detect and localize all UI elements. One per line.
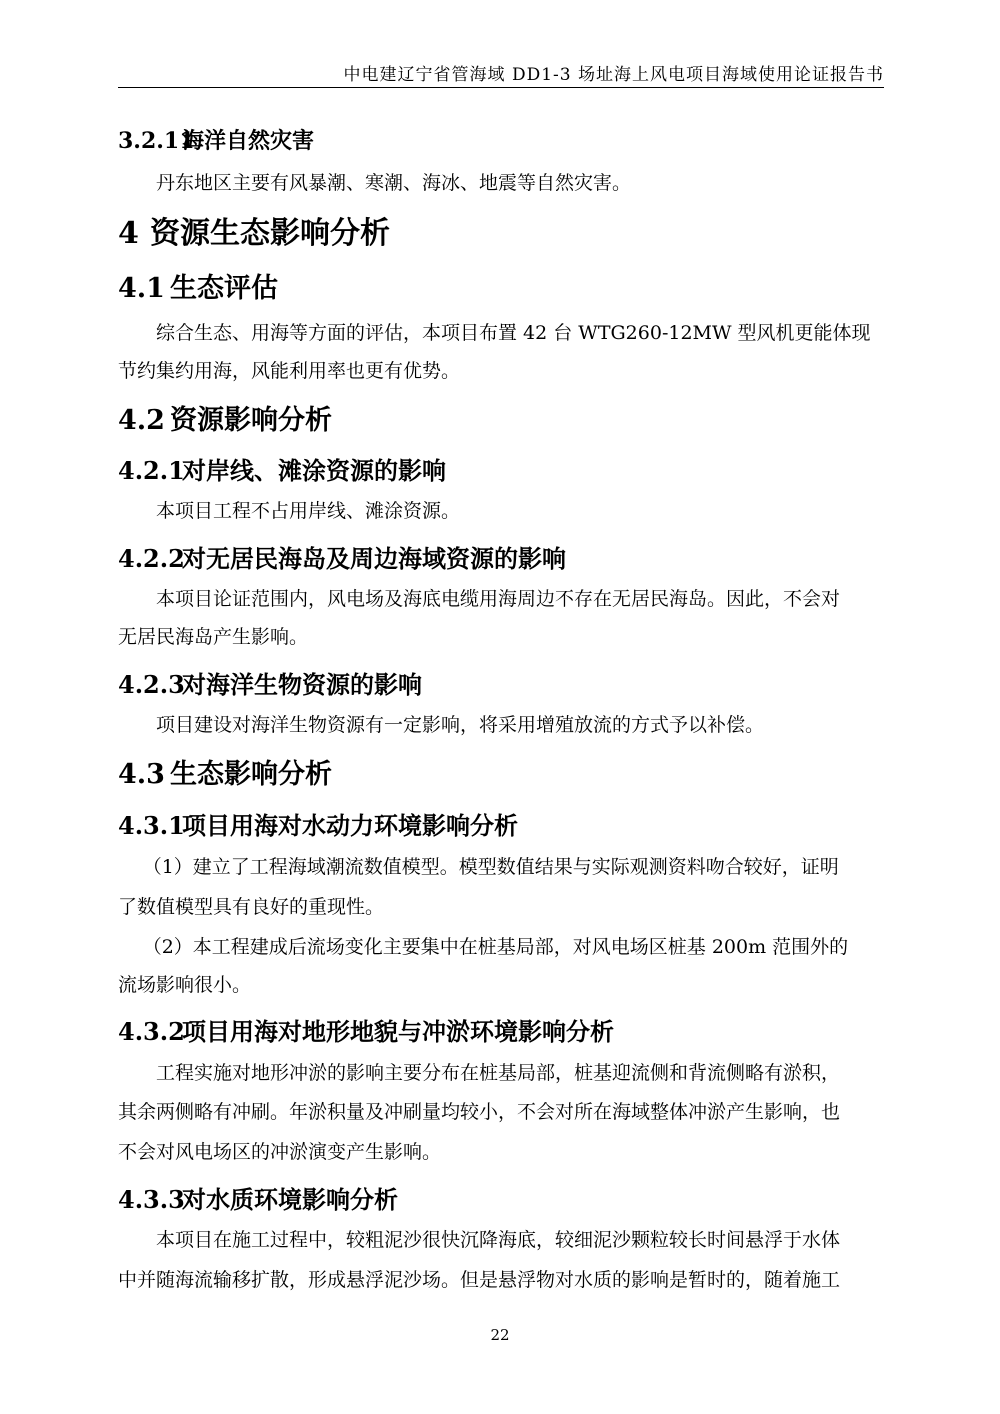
paragraph-line: 本项目在施工过程中，较粗泥沙很快沉降海底，较细泥沙颗粒较长时间悬浮于水体 bbox=[156, 1229, 841, 1251]
heading-4-3-3 bbox=[118, 1180, 884, 1215]
heading-number: 4.3.2 bbox=[118, 1017, 185, 1046]
paragraph-line: 节约集约用海，风能利用率也更有优势。 bbox=[118, 360, 461, 382]
heading-number: 4.2 bbox=[118, 405, 165, 436]
heading-number: 4.3.1 bbox=[118, 811, 185, 840]
heading-title: 项目用海对地形地貌与冲淤环境影响分析 bbox=[182, 1017, 614, 1046]
paragraph-line: 了数值模型具有良好的重现性。 bbox=[118, 896, 385, 918]
heading-title: 项目用海对水动力环境影响分析 bbox=[182, 811, 518, 840]
paragraph-line: 综合生态、用海等方面的评估，本项目布置 42 台 WTG260-12MW 型风机更能体现 bbox=[156, 322, 871, 344]
heading-4-2 bbox=[118, 398, 884, 437]
header-rule bbox=[118, 87, 884, 88]
paragraph-line: 本项目论证范围内，风电场及海底电缆用海周边不存在无居民海岛。因此，不会对 bbox=[156, 588, 841, 610]
paragraph-line: （2）本工程建成后流场变化主要集中在桩基局部，对风电场区桩基 200m 范围外的 bbox=[142, 936, 849, 958]
heading-chapter-4 bbox=[118, 208, 884, 252]
paragraph-line: 工程实施对地形冲淤的影响主要分布在桩基局部，桩基迎流侧和背流侧略有淤积， bbox=[156, 1062, 841, 1084]
heading-number: 4.2.1 bbox=[118, 456, 185, 485]
paragraph-line: 无居民海岛产生影响。 bbox=[118, 626, 309, 648]
heading-4-3-1 bbox=[118, 806, 884, 841]
running-header: 中电建辽宁省管海域 DD1-3 场址海上风电项目海域使用论证报告书 bbox=[343, 65, 884, 85]
paragraph: 本项目工程不占用岸线、滩涂资源。 bbox=[156, 500, 461, 522]
paragraph: 项目建设对海洋生物资源有一定影响，将采用增殖放流的方式予以补偿。 bbox=[156, 714, 765, 736]
heading-4-3 bbox=[118, 752, 884, 791]
heading-number: 4.1 bbox=[118, 273, 165, 304]
heading-number: 4.2.2 bbox=[118, 544, 185, 573]
heading-title: 对无居民海岛及周边海域资源的影响 bbox=[182, 544, 566, 573]
heading-title: 海洋自然灾害 bbox=[182, 128, 315, 154]
heading-number: 4.2.3 bbox=[118, 670, 185, 699]
page-number: 22 bbox=[490, 1326, 510, 1344]
heading-4-2-3 bbox=[118, 665, 884, 700]
paragraph-line: 不会对风电场区的冲淤演变产生影响。 bbox=[118, 1141, 442, 1163]
heading-4-2-1 bbox=[118, 451, 884, 486]
heading-title: 资源影响分析 bbox=[170, 405, 332, 436]
heading-title: 对水质环境影响分析 bbox=[182, 1185, 398, 1214]
heading-title: 资源生态影响分析 bbox=[150, 216, 390, 251]
heading-title: 生态影响分析 bbox=[170, 759, 332, 790]
paragraph-line: 其余两侧略有冲刷。年淤积量及冲刷量均较小，不会对所在海域整体冲淤产生影响，也 bbox=[118, 1101, 841, 1123]
heading-title: 对岸线、滩涂资源的影响 bbox=[182, 456, 446, 485]
heading-number: 4.3.3 bbox=[118, 1185, 185, 1214]
heading-4-3-2 bbox=[118, 1012, 884, 1047]
paragraph: 丹东地区主要有风暴潮、寒潮、海冰、地震等自然灾害。 bbox=[156, 172, 632, 194]
heading-4-1 bbox=[118, 266, 884, 305]
heading-number: 4.3 bbox=[118, 759, 165, 790]
heading-number: 4 bbox=[118, 216, 139, 251]
heading-number: 3.2.11 bbox=[118, 128, 195, 154]
heading-title: 对海洋生物资源的影响 bbox=[182, 670, 422, 699]
heading-4-2-2 bbox=[118, 539, 884, 574]
paragraph-line: （1）建立了工程海域潮流数值模型。模型数值结果与实际观测资料吻合较好，证明 bbox=[142, 856, 839, 878]
paragraph-line: 中并随海流输移扩散，形成悬浮泥沙场。但是悬浮物对水质的影响是暂时的，随着施工 bbox=[118, 1269, 841, 1291]
paragraph-line: 流场影响很小。 bbox=[118, 974, 252, 996]
heading-title: 生态评估 bbox=[170, 273, 278, 304]
heading-3-2-11 bbox=[118, 124, 884, 155]
